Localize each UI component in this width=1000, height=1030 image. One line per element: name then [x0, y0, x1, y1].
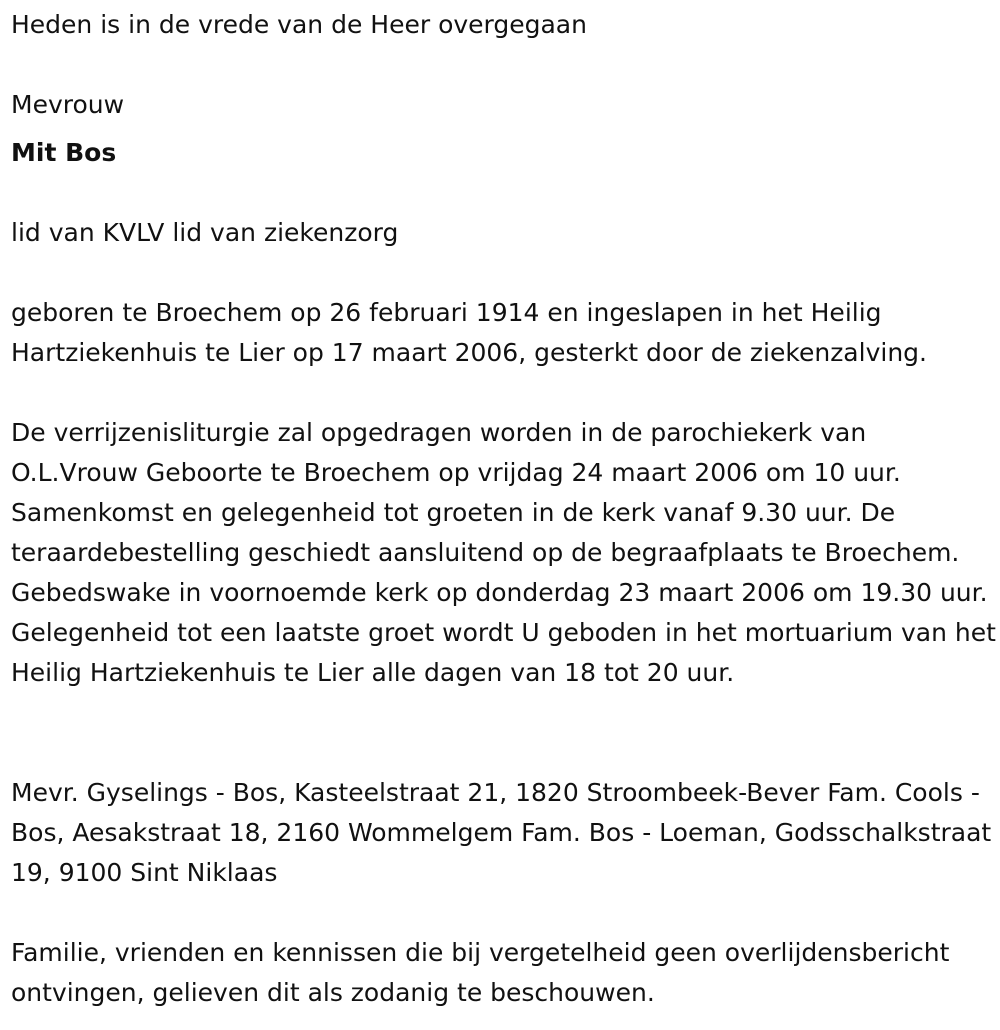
- family-addresses-paragraph: Mevr. Gyselings - Bos, Kasteelstraat 21, 1820 Stroombeek-Bever Fam. Cools - Bos, Aesakstraat 18, 2160 Wommelgem Fam. Bos - Loeman, Godsschalkstraat 19, 9100 Sint Niklaas: [11, 778, 992, 887]
- title-line: Mevrouw: [11, 90, 125, 119]
- memberships-line: lid van KVLV lid van ziekenzorg: [11, 218, 399, 247]
- closing-paragraph: Familie, vrienden en kennissen die bij vergetelheid geen overlijdensbericht ontvingen, gelieven dit als zodanig te beschouwen.: [11, 938, 950, 1007]
- birth-death-paragraph: geboren te Broechem op 26 februari 1914 en ingeslapen in het Heilig Hartziekenhuis te Lier op 17 maart 2006, gesterkt door de ziekenzalving.: [11, 298, 927, 367]
- deceased-name: Mit Bos: [11, 138, 117, 167]
- intro-line: Heden is in de vrede van de Heer overgegaan: [11, 10, 587, 39]
- ceremony-paragraph: De verrijzenisliturgie zal opgedragen worden in de parochiekerk van O.L.Vrouw Geboorte te Broechem op vrijdag 24 maart 2006 om 10 uur. Samenkomst en gelegenheid tot groeten in de kerk vanaf 9.30 uur. De teraardebestelling geschiedt aansluitend op de begraafplaats te Broechem. Gebedswake in voornoemde kerk op donderdag 23 maart 2006 om 19.30 uur. Gelegenheid tot een laatste groet wordt U geboden in het mortuarium van het Heilig Hartziekenhuis te Lier alle dagen van 18 tot 20 uur.: [11, 418, 996, 687]
